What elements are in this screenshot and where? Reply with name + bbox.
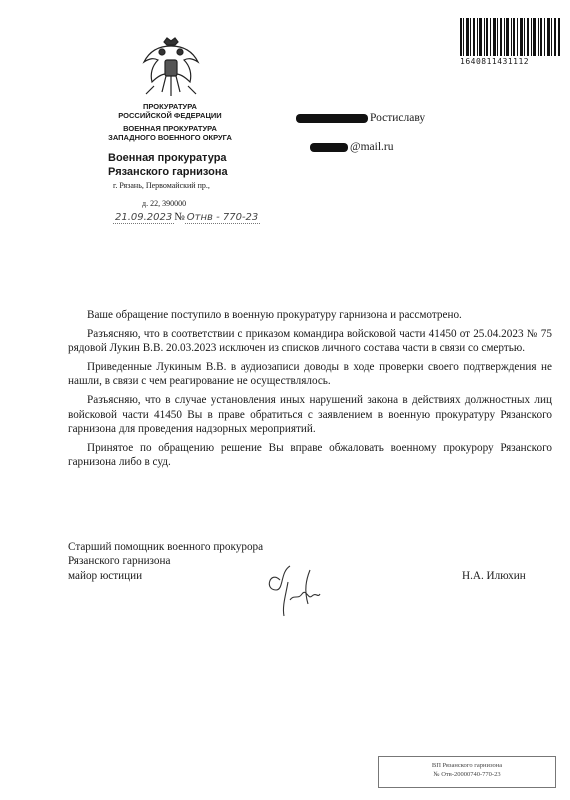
body-paragraph: Разъясняю, что в соответствии с приказом командира войсковой части 41450 от 25.04.2023 № 75 рядовой Лукин В.В. 20.03.2023 исключен из списков личного состава части в связи со смертью. xyxy=(68,327,552,355)
agency-line-2: РОССИЙСКОЙ ФЕДЕРАЦИИ xyxy=(118,111,222,120)
barcode-bars xyxy=(460,18,560,56)
agency-line-1: ПРОКУРАТУРА xyxy=(143,102,197,111)
letter-body xyxy=(68,308,552,474)
office-line-1: Военная прокуратура xyxy=(108,152,227,164)
registry-stamp xyxy=(378,756,556,788)
number-sign: № xyxy=(174,211,185,223)
sub-agency-name xyxy=(85,124,255,142)
barcode xyxy=(460,18,560,68)
address-line-1: г. Рязань, Первомайский пр., xyxy=(113,181,210,190)
body-paragraph: Разъясняю, что в случае установления иных нарушений закона в действиях должностных лиц войсковой части 41450 Вы в праве обратиться с заявлением в военную прокуратуру Рязанского гарнизона для проведения надзорных мероприятий. xyxy=(68,393,552,436)
office-name xyxy=(108,151,228,179)
recipient-email-text: @mail.ru xyxy=(350,141,394,153)
redaction-mark xyxy=(310,143,348,152)
registration-line xyxy=(113,211,260,223)
address-line-2: д. 22, 390000 xyxy=(142,199,187,208)
stamp-line-1: ВП Рязанского гарнизона xyxy=(431,762,503,769)
agency-name xyxy=(85,102,255,120)
sub-agency-line-2: ЗАПАДНОГО ВОЕННОГО ОКРУГА xyxy=(108,133,232,142)
registration-number: Отнв - 770-23 xyxy=(186,212,259,223)
russian-emblem-icon xyxy=(140,36,202,100)
position-line-1: Старший помощник военного прокурора xyxy=(68,541,264,553)
recipient-name-text: Ростиславу xyxy=(370,112,426,124)
redaction-mark xyxy=(296,114,368,123)
office-line-2: Рязанского гарнизона xyxy=(108,166,228,178)
body-paragraph: Приведенные Лукиным В.В. в аудиозаписи доводы в ходе проверки своего подтверждения не нашли, в связи с чем реагирование не осуществлялось. xyxy=(68,360,552,388)
handwritten-signature xyxy=(260,560,340,620)
body-paragraph: Принятое по обращению решение Вы вправе обжаловать военному прокурору Рязанского гарнизона либо в суд. xyxy=(68,441,552,469)
recipient-email xyxy=(310,141,393,153)
position-line-2: Рязанского гарнизона xyxy=(68,555,171,567)
signatory-position xyxy=(68,540,263,568)
barcode-number: 1640811431112 xyxy=(460,57,530,66)
registration-date: 21.09.2023 xyxy=(115,212,173,223)
stamp-line-2: № Отв-20000740-770-23 xyxy=(433,771,501,778)
signatory-name: Н.А. Илюхин xyxy=(462,570,526,582)
sub-agency-line-1: ВОЕННАЯ ПРОКУРАТУРА xyxy=(123,124,217,133)
recipient-name xyxy=(296,112,425,124)
body-paragraph: Ваше обращение поступило в военную прокуратуру гарнизона и рассмотрено. xyxy=(87,309,462,321)
signatory-rank: майор юстиции xyxy=(68,570,143,582)
